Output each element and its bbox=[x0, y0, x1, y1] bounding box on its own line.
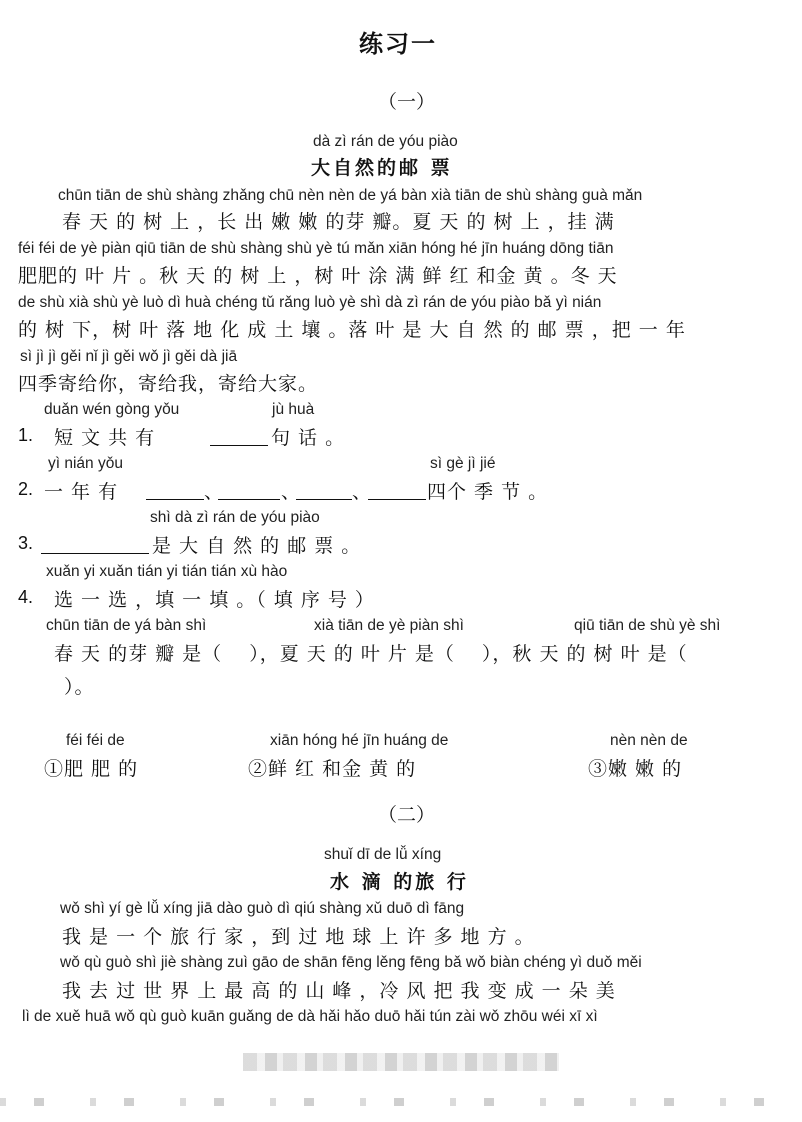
q2-separator: 、 bbox=[204, 481, 225, 503]
passage-pinyin-line: sì jì jì gěi nǐ jì gěi wǒ jì gěi dà jiā bbox=[20, 348, 238, 365]
section-two-title: 水 滴 的旅 行 bbox=[330, 871, 469, 893]
blurred-watermark bbox=[243, 1053, 559, 1071]
passage-pinyin-line: féi féi de yè piàn qiū tiān de shù shàng shù yè tú mǎn xiān hóng hé jīn huáng dōng tiān bbox=[18, 240, 614, 257]
q4-option-pinyin: xiān hóng hé jīn huáng de bbox=[270, 732, 449, 749]
section-two-title-pinyin: shuǐ dī de lǚ xíng bbox=[324, 846, 442, 863]
q3-blank[interactable] bbox=[41, 535, 149, 558]
q4-option[interactable]: ①肥 肥 的 bbox=[44, 758, 139, 780]
q2-separator: 、 bbox=[281, 481, 302, 503]
passage-text-line: 我 去 过 世 界 上 最 高 的 山 峰 ，冷 风 把 我 变 成 一 朵 美 bbox=[62, 980, 616, 1002]
q4-sentence-pinyin-c: qiū tiān de shù yè shì bbox=[574, 617, 721, 634]
q2-blank[interactable] bbox=[296, 481, 352, 504]
q2-blank[interactable] bbox=[218, 481, 280, 504]
page-title: 练习一 bbox=[359, 29, 437, 58]
passage-pinyin-line: wǒ qù guò shì jiè shàng zuì gāo de shān fēng lěng fēng bǎ wǒ biàn chéng yì duǒ měi bbox=[60, 954, 642, 971]
q2-separator: 、 bbox=[352, 481, 373, 503]
q1-pinyin-a: duǎn wén gòng yǒu bbox=[44, 401, 180, 418]
q3-text: 是 大 自 然 的 邮 票 。 bbox=[152, 535, 362, 557]
q1-pinyin-b: jù huà bbox=[272, 401, 315, 418]
q2-text-a: 一 年 有 bbox=[44, 481, 119, 503]
section-one-title-pinyin: dà zì rán de yóu piào bbox=[313, 133, 458, 150]
q4-sentence-end: ）。 bbox=[64, 676, 95, 698]
q4-sentence-pinyin-b: xià tiān de yè piàn shì bbox=[314, 617, 464, 634]
q4-option[interactable]: ③嫩 嫩 的 bbox=[588, 758, 683, 780]
passage-pinyin-line: de shù xià shù yè luò dì huà chéng tǔ rǎng luò yè shì dà zì rán de yóu piào bǎ yì nián bbox=[18, 294, 602, 311]
q2-blank[interactable] bbox=[368, 481, 426, 504]
q1-blank[interactable] bbox=[210, 427, 268, 450]
passage-text-line: 四季寄给你，寄给我，寄给大家。 bbox=[18, 373, 319, 395]
passage-text-line: 我 是 一 个 旅 行 家 ，到 过 地 球 上 许 多 地 方 。 bbox=[62, 926, 535, 948]
q4-option[interactable]: ②鲜 红 和金 黄 的 bbox=[248, 758, 417, 780]
section-one-title: 大自然的邮 票 bbox=[311, 157, 453, 179]
q2-text-b: 四个 季 节 。 bbox=[427, 481, 549, 503]
q4-option-pinyin: nèn nèn de bbox=[610, 732, 688, 749]
cut-off-text-row bbox=[0, 1098, 802, 1106]
q1-number: 1. bbox=[18, 425, 34, 445]
q4-sentence: 春 天 的芽 瓣 是（ ），夏 天 的 叶 片 是（ ），秋 天 的 树 叶 是（ bbox=[54, 643, 688, 665]
passage-pinyin-line: wǒ shì yí gè lǚ xíng jiā dào guò dì qiú shàng xǔ duō dì fāng bbox=[60, 900, 465, 917]
q2-blank[interactable] bbox=[146, 481, 204, 504]
q4-pinyin: xuǎn yi xuǎn tián yi tián tián xù hào bbox=[46, 563, 288, 580]
q4-option-pinyin: féi féi de bbox=[66, 732, 125, 749]
q3-pinyin: shì dà zì rán de yóu piào bbox=[150, 509, 320, 526]
passage-text-line: 的 树 下，树 叶 落 地 化 成 土 壤 。落 叶 是 大 自 然 的 邮 票 ，把 一 年 bbox=[18, 319, 686, 341]
passage-pinyin-line: lì de xuě huā wǒ qù guò kuān guǎng de dà hǎi hǎo duō hǎi tún zài wǒ zhōu wéi xī xì bbox=[22, 1008, 598, 1025]
section-one-label: （一） bbox=[378, 91, 436, 113]
q4-number: 4. bbox=[18, 587, 34, 607]
q4-sentence-pinyin-a: chūn tiān de yá bàn shì bbox=[46, 617, 207, 634]
q2-number: 2. bbox=[18, 479, 34, 499]
passage-text-line: 春 天 的 树 上 ，长 出 嫩 嫩 的芽 瓣。夏 天 的 树 上 ，挂 满 bbox=[62, 211, 615, 233]
q2-pinyin-b: sì gè jì jié bbox=[430, 455, 496, 472]
passage-pinyin-line: chūn tiān de shù shàng zhǎng chū nèn nèn de yá bàn xià tiān de shù shàng guà mǎn bbox=[58, 187, 643, 204]
q4-text: 选 一 选 ，填 一 填 。（ 填 序 号 ） bbox=[54, 589, 375, 611]
passage-text-line: 肥肥的 叶 片 。秋 天 的 树 上 ，树 叶 涂 满 鲜 红 和金 黄 。冬 天 bbox=[18, 265, 618, 287]
q2-pinyin-a: yì nián yǒu bbox=[48, 455, 123, 472]
section-two-label: （二） bbox=[378, 804, 436, 826]
q3-number: 3. bbox=[18, 533, 34, 553]
q1-text-a: 短 文 共 有 bbox=[54, 427, 156, 449]
q1-text-b: 句 话 。 bbox=[271, 427, 346, 449]
